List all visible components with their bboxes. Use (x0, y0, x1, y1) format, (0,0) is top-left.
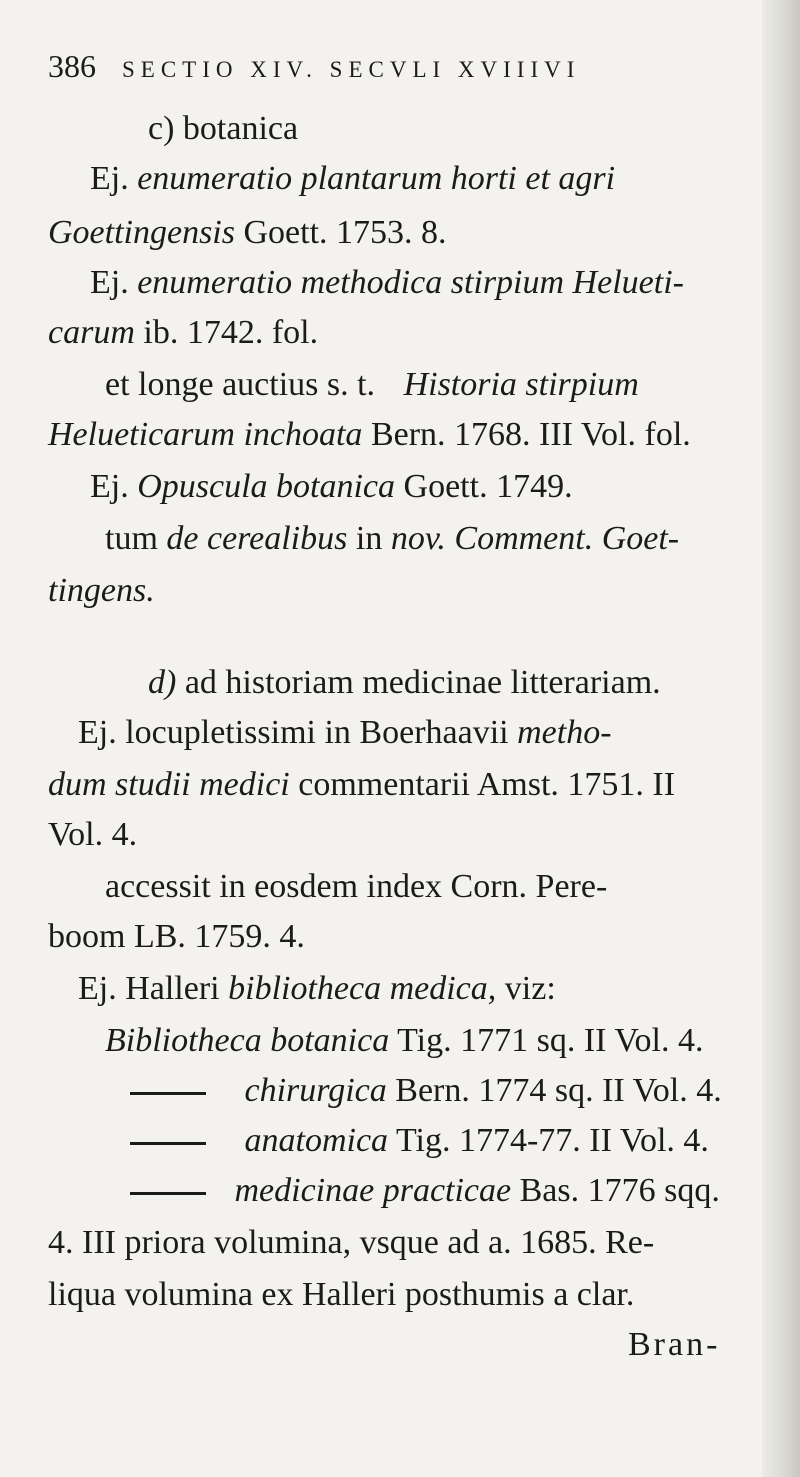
text-line: Helueticarum inchoata Bern. 1768. III Vol. fol. (48, 416, 691, 453)
text-line: chirurgica Bern. 1774 sq. II Vol. 4. (130, 1074, 722, 1108)
section-heading-botanica: c) botanica (148, 110, 299, 147)
text-line: tum de cerealibus in nov. Comment. Goet- (105, 520, 680, 557)
text-line: Ej. Halleri bibliotheca medica, viz: (78, 970, 556, 1007)
catchword: Bran- (628, 1326, 721, 1363)
page-number: 386 (48, 48, 96, 84)
text-line: liqua volumina ex Halleri posthumis a clar. (48, 1276, 635, 1313)
ditto-dash (130, 1192, 206, 1195)
running-title: SECTIO XIV. SECVLI XVIIIVI (122, 57, 581, 82)
section-heading-historia: d) ad historiam medicinae litterariam. (148, 664, 661, 701)
page-edge-shadow (762, 0, 800, 1477)
ditto-dash (130, 1142, 206, 1145)
text-line: dum studii medici commentarii Amst. 1751. II (48, 766, 676, 803)
text-line: Ej. locupletissimi in Boerhaavii metho- (78, 714, 612, 751)
text-line: Bibliotheca botanica Tig. 1771 sq. II Vol. 4. (105, 1022, 704, 1059)
text-line: Vol. 4. (48, 816, 138, 853)
text-line: Goettingensis Goett. 1753. 8. (48, 214, 447, 251)
text-line: medicinae practicae Bas. 1776 sqq. (130, 1174, 720, 1208)
text-line: et longe auctius s. t. Historia stirpium (105, 366, 639, 403)
text-line: Ej. Opuscula botanica Goett. 1749. (90, 468, 573, 505)
text-line: 4. III priora volumina, vsque ad a. 1685. Re- (48, 1224, 655, 1261)
ditto-dash (130, 1092, 206, 1095)
text-line: Ej. enumeratio plantarum horti et agri (90, 160, 616, 197)
text-line: boom LB. 1759. 4. (48, 918, 305, 955)
running-header (48, 50, 580, 82)
text-line: carum ib. 1742. fol. (48, 314, 319, 351)
text-line: tingens. (48, 572, 155, 609)
text-line: accessit in eosdem index Corn. Pere- (105, 868, 608, 905)
text-line: anatomica Tig. 1774-77. II Vol. 4. (130, 1124, 709, 1158)
text-line: Ej. enumeratio methodica stirpium Helueti- (90, 264, 684, 301)
